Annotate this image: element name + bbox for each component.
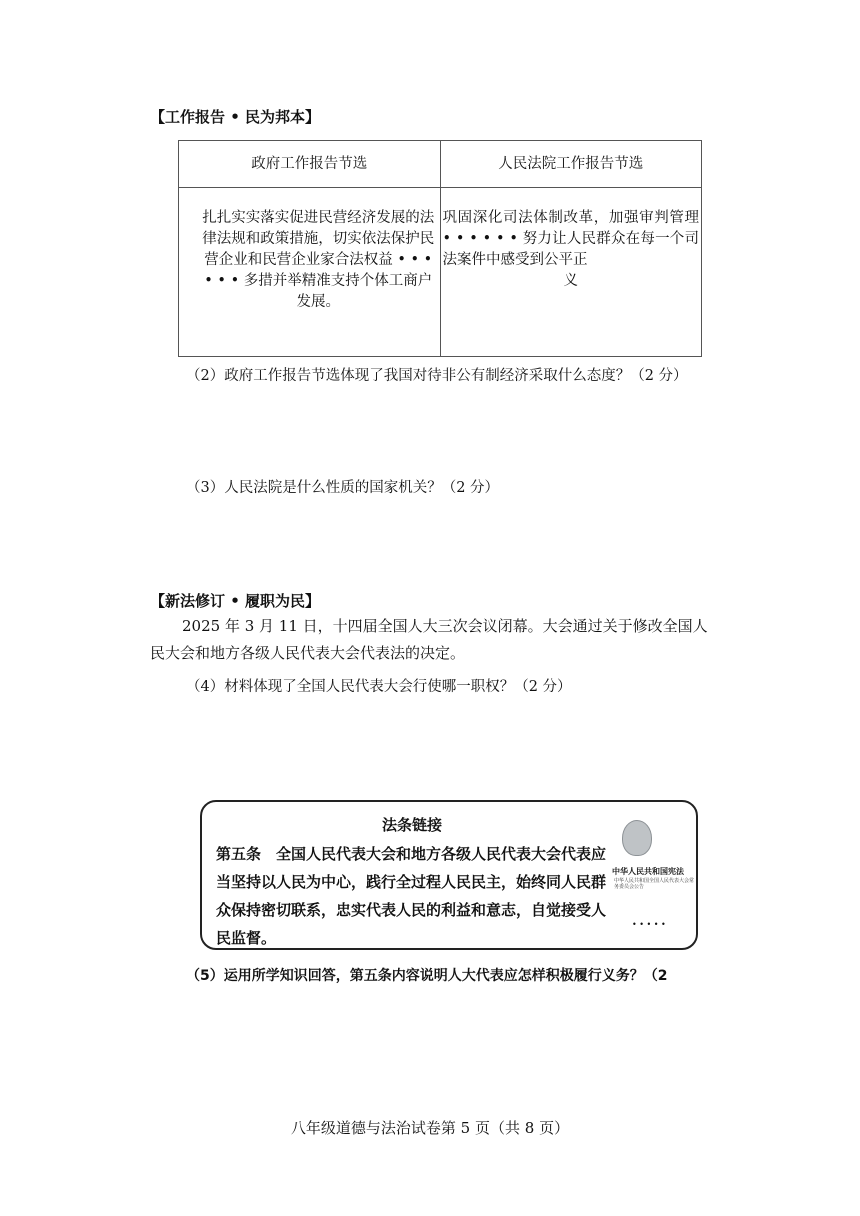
question-3: （3）人民法院是什么性质的国家机关？（2 分）	[186, 480, 500, 496]
portrait-icon	[622, 820, 652, 856]
law-excerpt-box	[200, 800, 698, 950]
question-2: （2）政府工作报告节选体现了我国对待非公有制经济采取什么态度？（2 分）	[186, 368, 688, 384]
government-excerpt-text: 扎扎实实落实促进民营经济发展的法律法规和政策措施，切实依法保护民营企业和民营企业家合法权益 • • • • • • 多措并举精准支持个体工商户发展。	[202, 210, 435, 310]
question-4: （4）材料体现了全国人民代表大会行使哪一职权？（2 分）	[186, 679, 572, 695]
page-footer: 八年级道德与法治试卷第 5 页（共 8 页）	[290, 1119, 570, 1137]
section1-heading: 【工作报告 • 民为邦本】	[150, 108, 321, 126]
law-book-dots: • • • • •	[632, 920, 666, 929]
report-table	[178, 140, 702, 357]
table-header-court: 人民法院工作报告节选	[440, 141, 702, 188]
court-excerpt-text-end: 义	[563, 273, 578, 289]
question-5: （5）运用所学知识回答，第五条内容说明人大代表应怎样积极履行义务？（2	[186, 968, 668, 984]
table-cell-court-excerpt	[440, 188, 702, 357]
section2-heading: 【新法修订 • 履职为民】	[150, 592, 321, 610]
law-article-text: 第五条 全国人民代表大会和地方各级人民代表大会代表应当坚持以人民为中心，践行全过程人民民主，始终同人民群众保持密切联系，忠实代表人民的利益和意志，自觉接受人民监督。	[216, 845, 607, 947]
law-book-title: 中华人民共和国宪法	[612, 866, 684, 876]
law-box-title: 法条链接	[381, 816, 442, 834]
law-book-subtitle: 中华人民共和国全国人民代表大会常务委员会公告	[614, 878, 695, 890]
court-excerpt-text: 巩固深化司法体制改革，加强审判管理 • • • • • • 努力让人民群众在每一个司法案件中感受到公平正	[442, 210, 699, 268]
table-header-government: 政府工作报告节选	[179, 141, 441, 188]
material-paragraph: 2025 年 3 月 11 日，十四届全国人大三次会议闭幕。大会通过关于修改全国人民大会和地方各级人民代表大会代表法的决定。	[150, 617, 708, 662]
table-cell-government-excerpt	[179, 188, 441, 357]
